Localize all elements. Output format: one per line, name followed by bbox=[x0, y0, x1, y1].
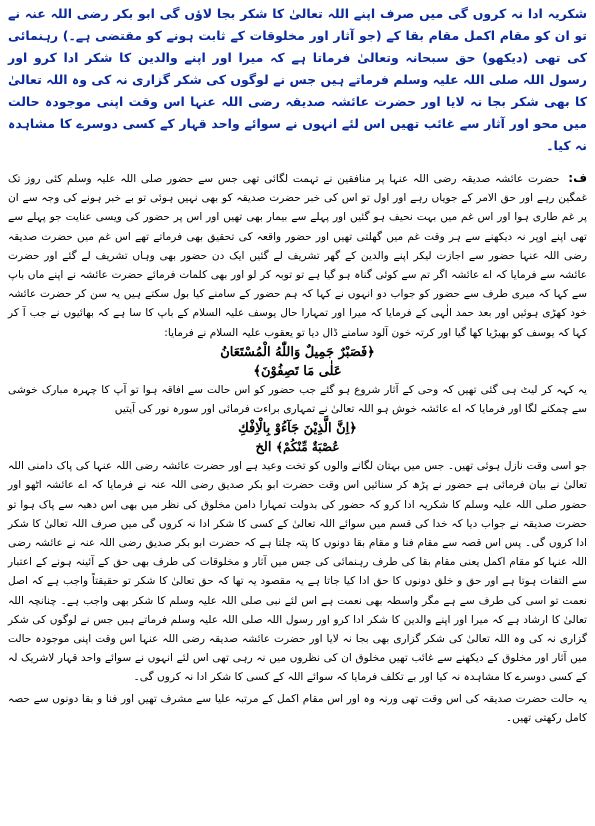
paragraph-marker: ف: bbox=[568, 171, 588, 185]
paragraph-explanation: جو اسی وقت نازل ہوئی تھیں۔ جس میں بہتان لگانے والوں کو تخت وعید ہے اور حضرت عائشہ رضی اللہ عنہا کی پاک دامنی اللہ تعالیٰ نے بیان فرمائی ہے حضور نے پڑھ کر سنائیں اس وقت حضرت ابو بکر صدیق رضی اللہ عنہ نے فرمایا کہ اے عائشہ اٹھو اور حضور صلی اللہ علیہ وسلم کا شکریہ ادا کرو کہ حضور کی بدولت تمہارا دامن مخلوق کی نظر میں بھی اس دھبہ سے پاک ہوا تو حضرت صدیقہ نے جواب دیا کہ خدا کی قسم میں سوائے اللہ تعالیٰ کے کسی کا شکر ادا نہ کروں گی میں صرف اللہ تعالیٰ کا شکر ادا کروں گی۔ پس اس قصہ سے مقام فنا و مقام بقا دونوں کا پتہ چلتا ہے کہ حضرت ابو بکر صدیق رضی اللہ عنہ نے عائشہ رضی اللہ عنہا کو مقام اکمل یعنی مقام بقا کی طرف رہنمائی کی جس میں آثار و مخلوقات کی طرف بھی حق کے آئینہ ہونے کے اعتبار سے التفات ہوتا ہے اور حق و خلق دونوں کا حق ادا کیا جاتا ہے یہ مقصود یہ تھا کہ حق تعالیٰ کا شکر تو حقیقتاً واجب ہے کہ اصل نعمت تو اسی کی طرف سے ہے مگر واسطہ بھی نعمت ہے اس لئے نبی صلی اللہ علیہ وسلم کا شکر بھی واجب ہے۔ چنانچہ اللہ تعالیٰ کا ارشاد ہے کہ میرا اور اپنے والدین کا شکر ادا کرو اور رسول اللہ صلی اللہ علیہ وسلم فرماتے ہیں جس نے لوگوں کی شکر گزاری نہ کی وہ اللہ تعالیٰ کی شکر گزاری بھی بجا نہ لایا اور حضرت عائشہ صدیقہ رضی اللہ عنہا اس وقت اپنی موجودہ حالت میں آثار اور مخلوق کے دیکھنے سے غائب تھیں مخلوق ان کی نظروں میں نہ رہی تھی اس لئے انہوں نے سوائے واحد قہار لاشریک لہ کے کسی دوسرے کا مشاہدہ نہ کیا اور بے تکلف فرمایا کہ سوائے اللہ کے کسی کا شکر ادا نہ کروں گی۔ bbox=[8, 460, 587, 684]
quran-verse-2-line-1: ﴿اِنَّ الَّذِيْنَ جَآءُوْ بِالْاِفْكِ bbox=[238, 421, 357, 437]
quran-verse-2-text: عُصْبَةٌ مِّنْكُمْ﴾ bbox=[276, 440, 340, 455]
paragraph-conclusion: یہ حالت حضرت صدیقہ کی اس وقت تھی ورنہ وہ اور اس مقام اکمل کے مرتبہ علیا سے مشرف تھیں اور فنا و بقا دونوں سے حصہ کامل رکھتی تھیں۔ bbox=[8, 692, 587, 724]
highlighted-heading: شکریہ ادا نہ کروں گی میں صرف اپنے اللہ تعالیٰ کا شکر بجا لاؤں گی ابو بکر رضی اللہ عنہ نے تو ان کو مقام اکمل مقام بقا کے (جو آثار اور مخلوقات کے ثابت ہونے کو مقتضی ہے۔) رہنمائی کی تھی (دیکھو) حق سبحانہ وتعالیٰ فرماتا ہے کہ میرا اور اپنے والدین کا شکر ادا کرو اور رسول اللہ صلی اللہ علیہ وسلم فرماتے ہیں جس نے لوگوں کی شکر گزاری نہ کی وہ اللہ تعالیٰ کا بھی شکر بجا نہ لایا اور حضرت عائشہ صدیقہ رضی اللہ عنہا اس وقت اپنی موجودہ حالت میں محو اور آثار سے غائب تھیں اس لئے انہوں نے سوائے واحد قہار کے کسی دوسرے کا مشاہدہ نہ کیا۔ bbox=[8, 6, 587, 153]
quran-verse-1-line-2: عَلٰى مَا تَصِفُوْنَ﴾ bbox=[253, 363, 342, 379]
commentary-paragraph bbox=[8, 169, 587, 343]
paragraph-revelation: یہ کہہ کر لیٹ ہی گئی تھیں کہ وحی کے آثار شروع ہو گئے جب حضور کو اس حالت سے افاقہ ہوا تو آپ کا چہرہ مبارک خوشی سے چمکنے لگا اور فرمایا کہ اے عائشہ خوش ہو اللہ تعالیٰ نے تمہاری براءت فرمائی اور سورہ نور کی آیتیں bbox=[8, 383, 587, 416]
verse-suffix: الخ bbox=[255, 440, 272, 456]
quran-verse-2-line-2 bbox=[8, 438, 587, 457]
paragraph-text: حضرت عائشہ صدیقہ رضی اللہ عنہا پر منافقین نے تہمت لگائی تھی جس سے حضور صلی اللہ علیہ وسلم کئی روز تک غمگین رہے اور حق الامر کے جویاں رہے اور اول تو اس کی خبر حضرت صدیقہ کو بھی نہیں ہوئی تو بے خبر ہونے کی وجہ سے ان پر غم طاری ہوا اور اس غم میں بہت نحیف ہو گئیں اور پہلے سے بیمار بھی تھیں اور اس پر حضور کی ویسی عنایت جو پہلے سے تھی اپنے اوپر نہ دیکھنے سے ہر وقت غم میں گھلتی تھیں اور حضور واقعہ کی تحقیق بھی فرماتے تھے اس غم میں حضرت صدیقہ رضی اللہ عنہا حضور سے اجازت لیکر اپنے والدین کے گھر تشریف لے گئیں ایک دن حضور بھی وہاں تشریف لے گئے اور حضرت عائشہ سے فرمایا کہ اے عائشہ اگر تم سے کوئی گناہ ہو گیا ہے تو توبہ کر لو اور بھی کلمات فرمائے حضرت عائشہ نے اپنے ماں باپ سے کہا کہ میری طرف سے حضور کو جواب دو انہوں نے کہا کہ ہم حضور کے سامنے کیا بول سکتے ہیں یہ سن کر حضرت عائشہ خود کھڑی ہوئیں اور بعد حمد الٰہی کے فرمایا کہ میرا اور تمہارا حال یوسف علیہ السلام کے باپ کا سا ہے کہ بھائیوں نے جب آ کر کہا کہ یوسف کو بھیڑیا کھا گیا اور کرتہ خون آلود سامنے ڈال دیا تو یعقوب علیہ السلام نے فرمایا: bbox=[8, 173, 587, 339]
quran-verse-1-line-1: ﴿فَصَبْرٌ جَمِيلٌ وَاللّٰهُ الْمُسْتَعَانُ bbox=[220, 344, 375, 360]
